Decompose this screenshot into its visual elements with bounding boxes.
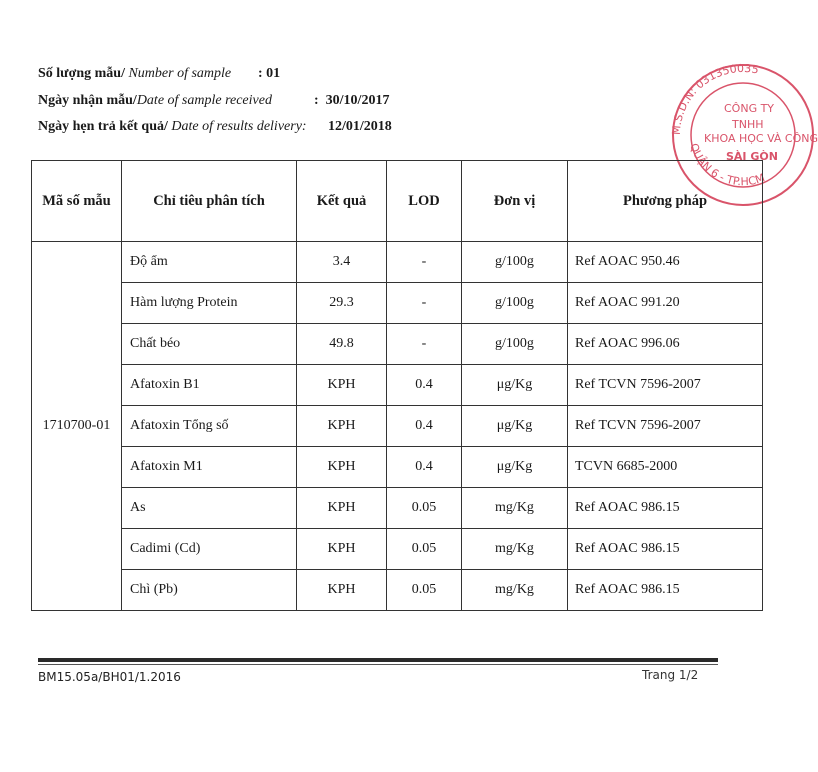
analysis-name: Chì (Pb) [122, 570, 297, 611]
unit-value: mg/Kg [462, 488, 568, 529]
col-header-analysis: Chỉ tiêu phân tích [122, 161, 297, 242]
received-label-en: Date of sample received [136, 93, 272, 108]
col-header-unit: Đơn vị [462, 161, 568, 242]
unit-value: g/100g [462, 242, 568, 283]
footer-divider-thin [38, 664, 718, 665]
table-row [32, 365, 763, 406]
sample-id-cell: 1710700-01 [32, 242, 122, 611]
result-value: KPH [297, 570, 387, 611]
received-label-vn: Ngày nhận mẫu/ [38, 93, 137, 108]
table-row [32, 406, 763, 447]
table-row [32, 529, 763, 570]
lod-value: 0.4 [387, 406, 462, 447]
form-code: BM15.05a/BH01/1.2016 [38, 670, 181, 684]
table-header-row [32, 161, 763, 242]
table-row [32, 283, 763, 324]
col-header-sample-id: Mã số mẫu [32, 161, 122, 242]
page-number: Trang 1/2 [642, 668, 699, 682]
sample-count-label-en: Number of sample [128, 66, 232, 81]
lod-value: 0.05 [387, 570, 462, 611]
analysis-name: Hàm lượng Protein [122, 283, 297, 324]
stamp-line-3: KHOA HỌC VÀ CÔNG [704, 132, 818, 145]
footer-divider-thick [38, 658, 718, 662]
analysis-name: Afatoxin B1 [122, 365, 297, 406]
method-value: TCVN 6685-2000 [568, 447, 763, 488]
stamp-line-1: CÔNG TY [724, 102, 775, 115]
lod-value: 0.4 [387, 365, 462, 406]
result-value: 3.4 [297, 242, 387, 283]
unit-value: μg/Kg [462, 365, 568, 406]
received-date-value: : 30/10/2017 [314, 93, 390, 108]
delivery-label-vn: Ngày hẹn trả kết quả/ [38, 119, 168, 134]
result-value: KPH [297, 529, 387, 570]
method-value: Ref AOAC 991.20 [568, 283, 763, 324]
lod-value: - [387, 283, 462, 324]
method-value: Ref AOAC 950.46 [568, 242, 763, 283]
table-row [32, 242, 763, 283]
result-value: KPH [297, 447, 387, 488]
method-value: Ref TCVN 7596-2007 [568, 406, 763, 447]
result-value: 49.8 [297, 324, 387, 365]
unit-value: g/100g [462, 324, 568, 365]
lod-value: 0.05 [387, 529, 462, 570]
col-header-lod: LOD [387, 161, 462, 242]
table-row [32, 570, 763, 611]
method-value: Ref TCVN 7596-2007 [568, 365, 763, 406]
analysis-name: As [122, 488, 297, 529]
result-value: KPH [297, 365, 387, 406]
method-value: Ref AOAC 986.15 [568, 529, 763, 570]
stamp-line-4: SÀI GÒN [726, 150, 778, 163]
table-row [32, 324, 763, 365]
analysis-name: Cadimi (Cd) [122, 529, 297, 570]
lod-value: 0.4 [387, 447, 462, 488]
stamp-line-2: TNHH [732, 118, 764, 131]
results-table [31, 160, 763, 611]
method-value: Ref AOAC 986.15 [568, 488, 763, 529]
lod-value: - [387, 242, 462, 283]
method-value: Ref AOAC 986.15 [568, 570, 763, 611]
sample-count-label-vn: Số lượng mẫu/ [38, 66, 125, 81]
stamp-bottom-text: QUẬN 6 - TP.HCM [687, 141, 767, 189]
col-header-result: Kết quả [297, 161, 387, 242]
result-value: KPH [297, 406, 387, 447]
lod-value: 0.05 [387, 488, 462, 529]
table-row [32, 488, 763, 529]
unit-value: mg/Kg [462, 529, 568, 570]
delivery-date-line [38, 119, 392, 135]
col-header-method: Phương pháp [568, 161, 763, 242]
unit-value: μg/Kg [462, 447, 568, 488]
method-value: Ref AOAC 996.06 [568, 324, 763, 365]
analysis-name: Afatoxin M1 [122, 447, 297, 488]
received-date-line [38, 93, 390, 109]
table-row [32, 447, 763, 488]
delivery-date-value: 12/01/2018 [328, 119, 392, 134]
analysis-name: Chất béo [122, 324, 297, 365]
result-value: 29.3 [297, 283, 387, 324]
sample-count-line [38, 66, 281, 82]
result-value: KPH [297, 488, 387, 529]
unit-value: μg/Kg [462, 406, 568, 447]
lod-value: - [387, 324, 462, 365]
sample-count-value: : 01 [258, 66, 281, 81]
analysis-name: Độ ẩm [122, 242, 297, 283]
stamp-ring-text: M.S.D.N: 031350035 [669, 61, 760, 136]
analysis-name: Afatoxin Tổng số [122, 406, 297, 447]
unit-value: mg/Kg [462, 570, 568, 611]
unit-value: g/100g [462, 283, 568, 324]
delivery-label-en: Date of results delivery: [171, 119, 307, 134]
